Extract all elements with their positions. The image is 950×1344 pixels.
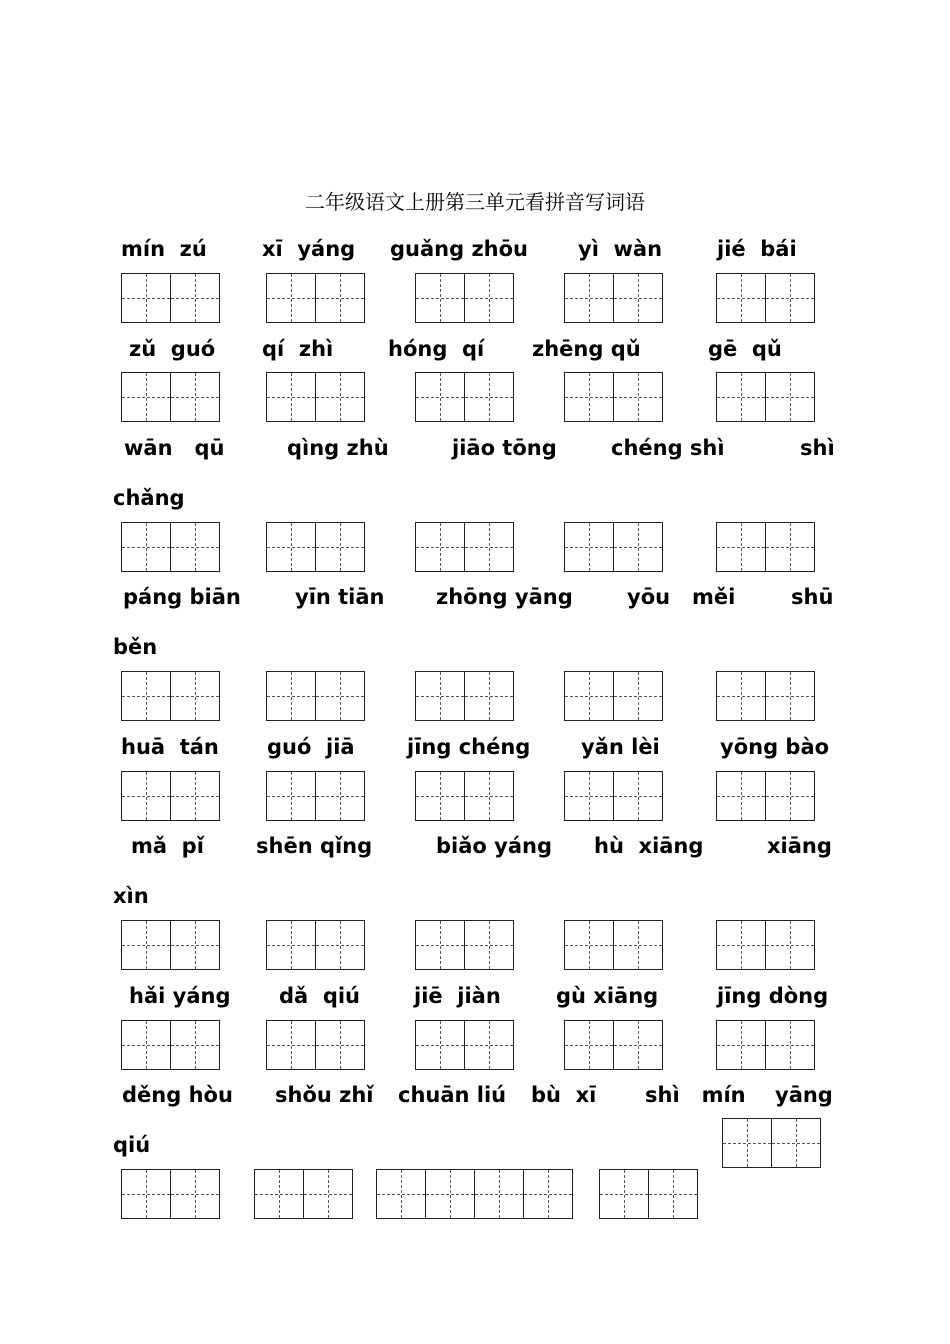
writing-box[interactable] <box>121 920 220 970</box>
writing-box[interactable] <box>415 771 514 821</box>
writing-box[interactable] <box>564 1020 663 1070</box>
pinyin-label: qìng zhù <box>287 436 389 460</box>
pinyin-label: jiāo tōng <box>452 436 557 460</box>
pinyin-label: biǎo yáng <box>436 834 552 858</box>
pinyin-label: yì wàn <box>578 237 663 261</box>
pinyin-label: chéng shì <box>611 436 725 460</box>
pinyin-label: wān qū <box>124 436 225 460</box>
writing-box[interactable] <box>564 920 663 970</box>
writing-box[interactable] <box>266 771 365 821</box>
pinyin-label: hǎi yáng <box>129 984 231 1008</box>
pinyin-label: qí zhì <box>262 337 334 361</box>
pinyin-label: xī yáng <box>262 237 356 261</box>
pinyin-label: gù xiāng <box>556 984 659 1008</box>
pinyin-label: yīn tiān <box>295 585 385 609</box>
writing-box[interactable] <box>564 372 663 422</box>
writing-box[interactable] <box>121 522 220 572</box>
writing-box[interactable] <box>254 1169 353 1219</box>
writing-box[interactable] <box>415 522 514 572</box>
writing-box[interactable] <box>415 920 514 970</box>
writing-box[interactable] <box>266 372 365 422</box>
page-title: 二年级语文上册第三单元看拼音写词语 <box>305 190 645 214</box>
pinyin-label: yōu měi <box>627 585 736 609</box>
writing-box[interactable] <box>121 1169 220 1219</box>
writing-box[interactable] <box>266 671 365 721</box>
pinyin-label: jiē jiàn <box>414 984 501 1008</box>
pinyin-label: hóng qí <box>388 337 485 361</box>
pinyin-label: guǎng zhōu <box>390 237 528 261</box>
pinyin-label: shū <box>791 585 834 609</box>
writing-box[interactable] <box>716 920 815 970</box>
pinyin-label: děng hòu <box>122 1083 233 1107</box>
pinyin-label: zhēng qǔ <box>532 337 641 361</box>
pinyin-label: shì mín <box>645 1083 746 1107</box>
writing-box[interactable] <box>716 1020 815 1070</box>
pinyin-label: yāng <box>775 1083 833 1107</box>
pinyin-label: bù xī <box>531 1083 597 1107</box>
writing-box[interactable] <box>599 1169 698 1219</box>
writing-box[interactable] <box>415 372 514 422</box>
writing-box[interactable] <box>716 771 815 821</box>
pinyin-label: hù xiāng <box>594 834 704 858</box>
pinyin-label: chuān liú <box>398 1083 507 1107</box>
writing-box[interactable] <box>415 1020 514 1070</box>
pinyin-label: qiú <box>113 1133 151 1157</box>
writing-box[interactable] <box>564 771 663 821</box>
writing-box[interactable] <box>121 671 220 721</box>
writing-box[interactable] <box>121 771 220 821</box>
pinyin-label: mǎ pǐ <box>131 834 204 858</box>
writing-box[interactable] <box>716 372 815 422</box>
pinyin-label: zhōng yāng <box>436 585 573 609</box>
writing-box[interactable] <box>564 522 663 572</box>
writing-box[interactable] <box>266 920 365 970</box>
pinyin-label: shǒu zhǐ <box>275 1083 374 1107</box>
pinyin-label: xìn <box>113 884 149 908</box>
writing-box[interactable] <box>266 273 365 323</box>
pinyin-label: yǎn lèi <box>581 735 660 759</box>
writing-box[interactable] <box>415 273 514 323</box>
pinyin-label: dǎ qiú <box>279 984 361 1008</box>
writing-box[interactable] <box>415 671 514 721</box>
pinyin-label: huā tán <box>121 735 219 759</box>
pinyin-label: shēn qǐng <box>256 834 373 858</box>
writing-box[interactable] <box>121 1020 220 1070</box>
writing-box[interactable] <box>564 273 663 323</box>
writing-box[interactable] <box>716 522 815 572</box>
pinyin-label: jīng dòng <box>717 984 829 1008</box>
pinyin-label: mín zú <box>121 237 207 261</box>
writing-box[interactable] <box>564 671 663 721</box>
pinyin-label: xiāng <box>767 834 832 858</box>
pinyin-label: běn <box>113 635 158 659</box>
pinyin-label: jīng chéng <box>407 735 531 759</box>
pinyin-label: chǎng <box>113 486 185 510</box>
writing-box[interactable] <box>716 273 815 323</box>
pinyin-label: shì <box>800 436 835 460</box>
pinyin-label: zǔ guó <box>129 337 216 361</box>
writing-box[interactable] <box>722 1118 821 1168</box>
writing-box[interactable] <box>266 522 365 572</box>
writing-box[interactable] <box>716 671 815 721</box>
pinyin-label: páng biān <box>123 585 241 609</box>
writing-box[interactable] <box>266 1020 365 1070</box>
pinyin-label: guó jiā <box>267 735 355 759</box>
pinyin-label: jié bái <box>717 237 797 261</box>
pinyin-label: yōng bào <box>720 735 830 759</box>
writing-box[interactable] <box>121 372 220 422</box>
pinyin-label: gē qǔ <box>708 337 782 361</box>
writing-box[interactable] <box>376 1169 573 1219</box>
writing-box[interactable] <box>121 273 220 323</box>
